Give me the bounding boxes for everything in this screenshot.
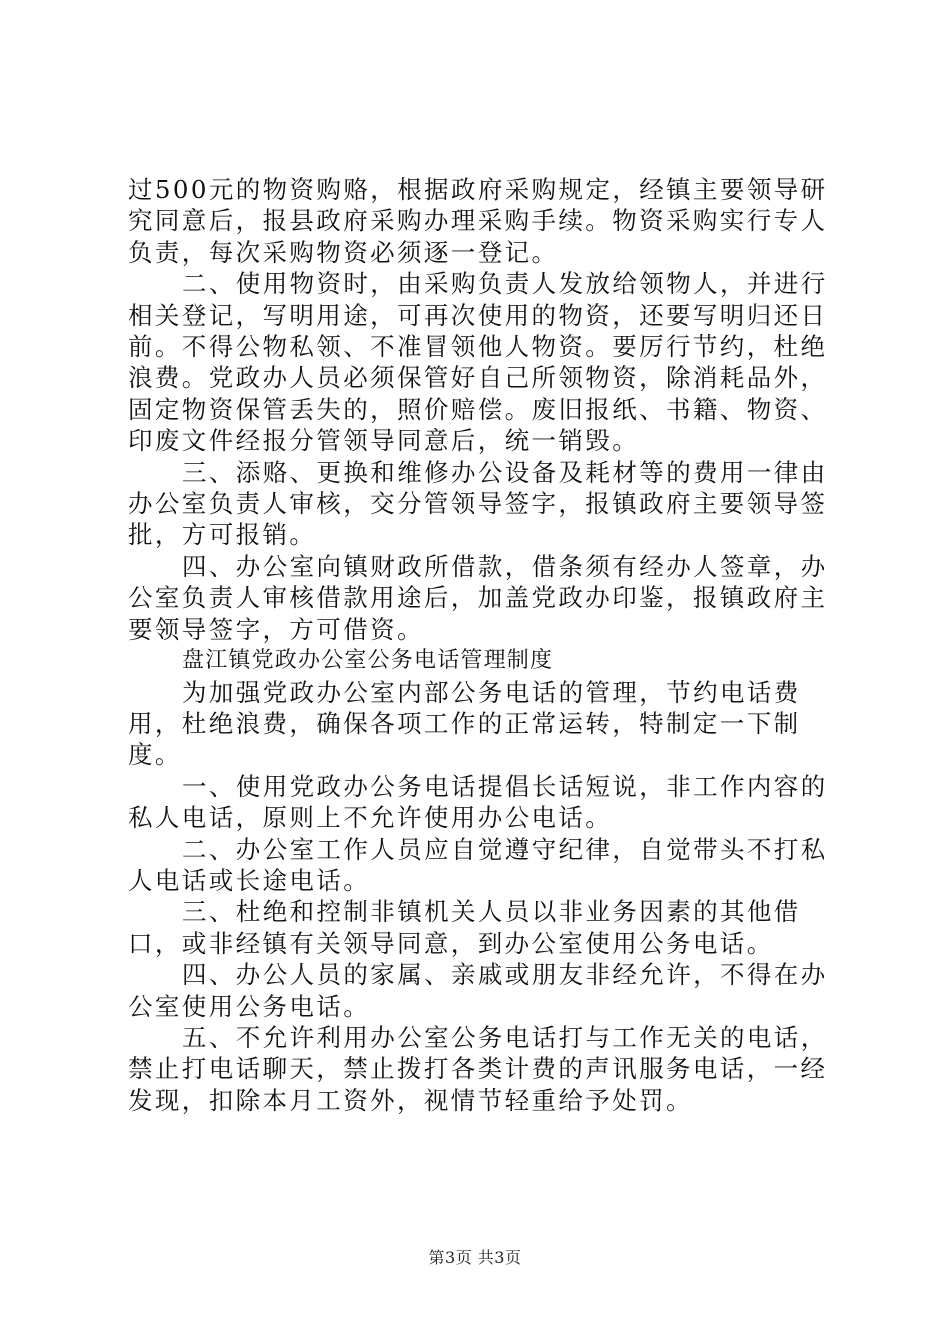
- page-number-footer: 第3页 共3页: [428, 1248, 522, 1267]
- paragraph-phone-item-3: 三、杜绝和控制非镇机关人员以非业务因素的其他借口，或非经镇有关领导同意，到办公室使用公务电话。: [128, 897, 801, 958]
- document-body: [128, 174, 848, 1116]
- paragraph-phone-intro: 为加强党政办公室内部公务电话的管理，节约电话费用，杜绝浪费，确保各项工作的正常运转，特制定一下制度。: [128, 677, 801, 770]
- paragraph-phone-item-1: 一、使用党政办公务电话提倡长话短说，非工作内容的私人电话，原则上不允许使用办公电话。: [128, 771, 828, 833]
- paragraph-phone-item-4: 四、办公人员的家属、亲戚或朋友非经允许，不得在办公室使用公务电话。: [128, 960, 828, 1021]
- paragraph-item-4-borrowing: 四、办公室向镇财政所借款，借条须有经办人签章，办公室负责人审核借款用途后，加盖党政办印鉴，报镇政府主要领导签字，方可借资。: [128, 551, 828, 644]
- paragraph-item-2-material-use: 二、使用物资时，由采购负责人发放给领物人，并进行相关登记，写明用途，可再次使用的物资，还要写明归还日前。不得公物私领、不准冒领他人物资。要厉行节约，杜绝浪费。党政办人员必须保管好自己所领物资，除消耗品外，固定物资保管丢失的，照价赔偿。废旧报纸、书籍、物资、印废文件经报分管领导同意后，统一销毁。: [128, 269, 828, 456]
- paragraph-item-3-equipment-costs: 三、添赂、更换和维修办公设备及耗材等的费用一律由办公室负责人审核，交分管领导签字，报镇政府主要领导签批，方可报销。: [128, 457, 828, 550]
- section-heading-phone-policy: 盘江镇党政办公室公务电话管理制度: [182, 648, 554, 674]
- paragraph-phone-item-5: 五、不允许利用办公室公务电话打与工作无关的电话，禁止打电话聊天，禁止拨打各类计费的声讯服务电话，一经发现，扣除本月工资外，视情节轻重给予处罚。: [128, 1022, 828, 1115]
- paragraph-phone-item-2: 二、办公室工作人员应自觉遵守纪律，自觉带头不打私人电话或长途电话。: [128, 834, 828, 895]
- paragraph-procurement-continued: 过500元的物资购赂，根据政府采购规定，经镇主要领导研究同意后，报县政府采购办理采购手续。物资采购实行专人负责，每次采购物资必须逐一登记。: [128, 175, 828, 267]
